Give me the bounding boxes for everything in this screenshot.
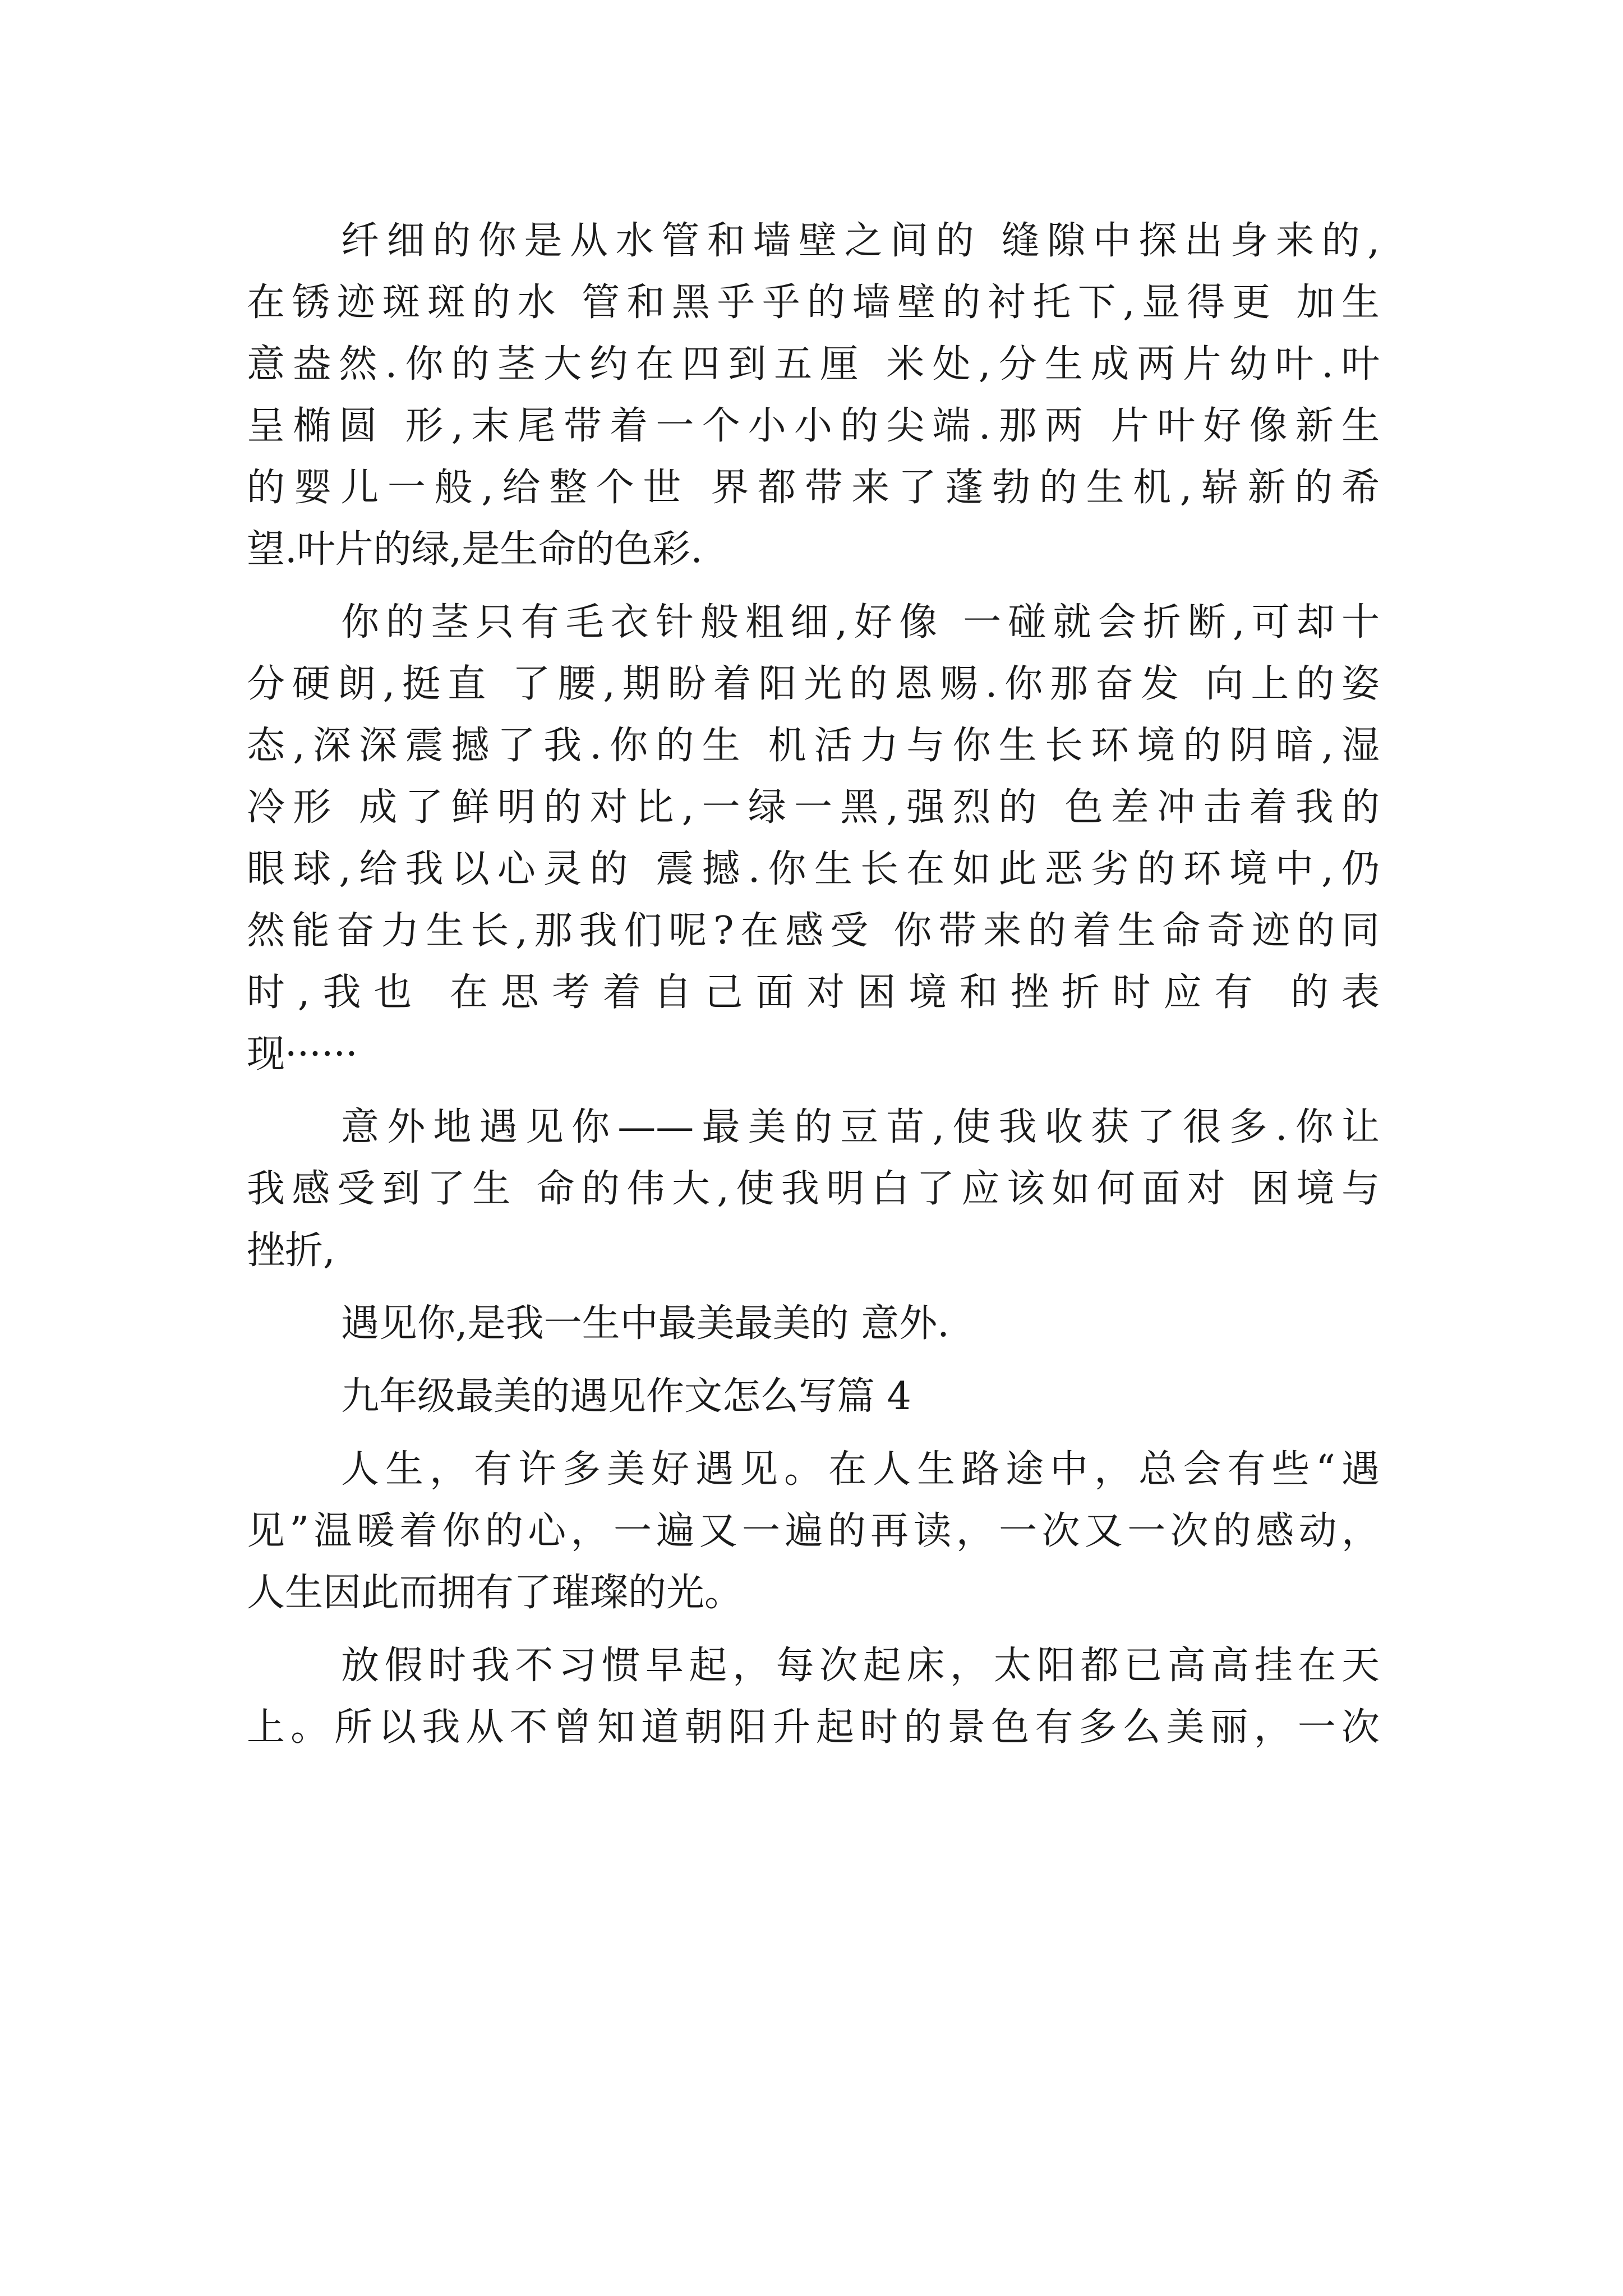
paragraph-2-line-5: 眼球,给我以心灵的 震撼.你生长在如此恶劣的环境中,仍 xyxy=(247,847,1380,891)
paragraph-1-line-2: 在锈迹斑斑的水 管和黑乎乎的墙壁的衬托下,显得更 加生 xyxy=(247,280,1380,325)
paragraph-1-line-1: 纤细的你是从水管和墙壁之间的 缝隙中探出身来的, xyxy=(341,219,1380,263)
paragraph-7-line-2: 上。所以我从不曾知道朝阳升起时的景色有多么美丽，一次 xyxy=(247,1705,1380,1750)
paragraph-6-line-3: 人生因此而拥有了璀璨的光。 xyxy=(247,1571,743,1615)
paragraph-2-line-7: 时,我也 在思考着自己面对困境和挫折时应有 的表 xyxy=(247,970,1380,1015)
paragraph-3-line-1: 意外地遇见你——最美的豆苗,使我收获了很多.你让 xyxy=(341,1105,1380,1149)
paragraph-1-line-6: 望.叶片的绿,是生命的色彩. xyxy=(247,527,703,572)
paragraph-2-line-1: 你的茎只有毛衣针般粗细,好像 一碰就会折断,可却十 xyxy=(341,600,1380,645)
paragraph-1-line-4: 呈椭圆 形,末尾带着一个小小的尖端.那两 片叶好像新生 xyxy=(247,404,1380,448)
paragraph-2-line-2: 分硬朗,挺直 了腰,期盼着阳光的恩赐.你那奋发 向上的姿 xyxy=(247,662,1380,706)
paragraph-2-line-6: 然能奋力生长,那我们呢?在感受 你带来的着生命奇迹的同 xyxy=(247,909,1380,953)
paragraph-1-line-5: 的婴儿一般,给整个世 界都带来了蓬勃的生机,崭新的希 xyxy=(247,466,1380,510)
paragraph-3-line-3: 挫折, xyxy=(247,1228,335,1273)
section-heading: 九年级最美的遇见作文怎么写篇 4 xyxy=(341,1374,911,1419)
paragraph-6-line-1: 人生，有许多美好遇见。在人生路途中，总会有些“遇 xyxy=(341,1447,1380,1492)
paragraph-4-line-1: 遇见你,是我一生中最美最美的 意外. xyxy=(341,1301,949,1346)
paragraph-2-line-3: 态,深深震撼了我.你的生 机活力与你生长环境的阴暗,湿 xyxy=(247,724,1380,768)
paragraph-3-line-2: 我感受到了生 命的伟大,使我明白了应该如何面对 困境与 xyxy=(247,1167,1380,1211)
paragraph-2-line-8: 现······ xyxy=(247,1032,358,1076)
paragraph-1-line-3: 意盎然.你的茎大约在四到五厘 米处,分生成两片幼叶.叶 xyxy=(247,342,1380,386)
paragraph-6-line-2: 见”温暖着你的心，一遍又一遍的再读，一次又一次的感动， xyxy=(247,1509,1380,1553)
paragraph-7-line-1: 放假时我不习惯早起，每次起床，太阳都已高高挂在天 xyxy=(341,1644,1380,1688)
paragraph-2-line-4: 冷形 成了鲜明的对比,一绿一黑,强烈的 色差冲击着我的 xyxy=(247,785,1380,830)
